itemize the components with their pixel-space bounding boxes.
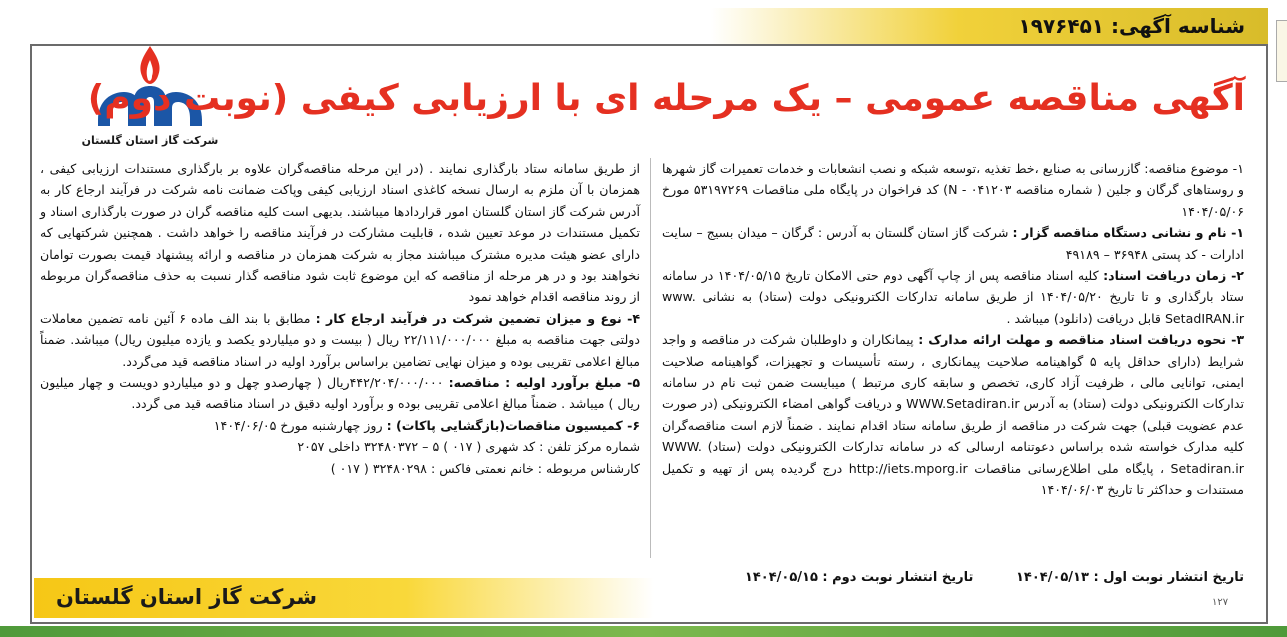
footer-company-name: شرکت گاز استان گلستان	[56, 585, 318, 609]
logo-caption: شرکت گاز استان گلستان	[81, 134, 219, 147]
continuation-paragraph: از طریق سامانه ستاد بارگذاری نمایند . (در این مرحله مناقصه‌گران علاوه بر بارگذاری مستندات ارزیابی کیفی ، همزمان با آن ملزم به ارسال نسخه کاغذی اسناد ارزیابی کیفی وپاکت ضمانت نامه شرکت در فرآیند ارجاع کار به آدرس شرکت گاز استان گلستان امور قراردادها میباشند. بدیهی است کلیه مناقصه گران در صورت بارگذاری اسناد و تکمیل مستندات در موعد تعیین شده ، قابلیت مشارکت در فرآیند مناقصه را خواهد داشت . همچنین شرکتهایی که دارای عضو هیئت مدیره مشترک میباشند مجاز به شرکت همزمان در مناقصه و ارائه پیشنهاد قیمت بصورت توامان نخواهند بود و در هر مرحله از مناقصه که این موضوع ثابت شود مناقصه گذار نسبت به حذف مناقصه‌گران مربوطه از روند مناقصه اقدام خواهد نمود	[40, 161, 640, 305]
second-publish-date: تاریخ انتشار نوبت دوم : ۱۴۰۴/۰۵/۱۵	[744, 570, 974, 585]
right-column	[662, 158, 1244, 501]
estimate-label: ۵- مبلغ برآورد اولیه : مناقصه:	[448, 375, 641, 391]
first-publish-date: تاریخ انتشار نوبت اول : ۱۴۰۴/۰۵/۱۳	[1015, 570, 1244, 585]
documents-time-text: کلیه اسناد مناقصه پس از چاپ آگهی دوم حتی الامکان تاریخ ۱۴۰۴/۰۵/۱۵ در سامانه ستاد بارگذاری و تا تاریخ ۱۴۰۴/۰۵/۲۰ از طریق سامانه تدارکات الکترونیکی دولت (ستاد) به نشانی www. SetadIRAN.ir قابل دریافت (دانلود) میباشد .	[662, 268, 1244, 326]
documents-time-label: ۲- زمان دریافت اسناد:	[1103, 268, 1244, 284]
left-column	[40, 158, 640, 479]
submission-paragraph	[662, 329, 1244, 500]
ad-title: آگهی مناقصه عمومی – یک مرحله ای با ارزیابی کیفی (نوبت دوم)	[87, 78, 1245, 119]
subject-paragraph: ۱- موضوع مناقصه: گازرسانی به صنایع ،خط تغذیه ،توسعه شبکه و نصب انشعابات و خدمات تعمیرات گاز شهرها و روستاهای گرگان و جلین ( شماره مناقصه N - ۰۴۱۲۰۳) کد فراخوان در پایگاه ملی مناقصات ۵۳۱۹۷۲۶۹ مورخ ۱۴۰۴/۰۵/۰۶	[662, 161, 1245, 219]
bottom-band	[0, 626, 1287, 637]
documents-time-paragraph	[662, 265, 1244, 329]
page-number: ۱۲۷	[1212, 597, 1229, 608]
estimate-text: ۴۴۲/۲۰۴/۰۰۰/۰۰۰ریال ( چهارصدو چهل و دو میلیاردو دویست و چهار میلیون ریال ) میباشد . ضمناً مبالغ اعلامی تقریبی بوده و برآورد اولیه دقیق در اسناد مناقصه قید می گردد.	[40, 375, 640, 412]
phone-paragraph: شماره مرکز تلفن : کد شهری ( ۰۱۷ ) ۵ – ۳۲۴۸۰۳۷۲ داخلی ۲۰۵۷	[297, 439, 640, 455]
commission-paragraph	[40, 415, 640, 436]
guarantee-paragraph	[40, 308, 640, 372]
guarantee-label: ۴- نوع و میزان تضمین شرکت در فرآیند ارجاع کار :	[315, 310, 641, 326]
organizer-label: ۱- نام و نشانی دستگاه مناقصه گزار :	[1012, 225, 1244, 241]
ad-id: شناسه آگهی: ۱۹۷۶۴۵۱	[1018, 14, 1245, 38]
submission-text: پیمانکاران و داوطلبان شرکت در مناقصه و واجد شرایط (دارای حداقل پایه ۵ گواهینامه صلاحیت پیمانکاری ، رسته تأسیسات و تجهیزات، گواهینامه صلاحیت ایمنی، توانایی مالی ، ظرفیت آزاد کاری، تخصص و سابقه کاری مرتبط ) میبایست ضمن ثبت نام در سامانه تدارکات الکترونیکی دولت (ستاد) به آدرس WWW.Setadiran.ir و دریافت گواهی امضاء الکترونیکی (در صورت عدم عضویت قبلی) جهت شرکت در مناقصه از طریق سامانه ستاد اقدام نمایند . ضمناً لازم است مناقصه‌گران کلیه مدارک خواسته شده براساس دعوتنامه ارسالی که در سامانه تدارکات الکترونیکی دولت (ستاد) WWW. Setadiran.ir ، پایگاه ملی اطلاع‌رسانی مناقصات http://iets.mporg.ir درج گردیده پس از تهیه و تکمیل مستندات و حداکثر تا تاریخ ۱۴۰۴/۰۶/۰۳	[662, 332, 1244, 498]
column-divider	[650, 158, 651, 558]
guarantee-text: مطابق با بند الف ماده ۶ آئین نامه تضمین معاملات دولتی جهت مناقصه به مبلغ ۲۲/۱۱۱/۰۰۰/۰۰۰ ریال ( بیست و دو میلیاردو یکصد و یازده میلیون ریال) میباشد. ضمناً مبالغ اعلامی تقریبی بوده و میزان نهایی تضامین براساس برآورد اولیه در اسناد مناقصه قید می‌گردد.	[40, 310, 640, 369]
contact-paragraph: کارشناس مربوطه : خانم نعمتی فاکس : ۳۲۴۸۰۲۹۸ ( ۰۱۷ )	[330, 460, 640, 476]
side-tab	[1276, 20, 1287, 82]
estimate-paragraph	[40, 372, 640, 415]
organizer-text: شرکت گاز استان گلستان به آدرس : گرگان – میدان بسیج – سایت ادارات - کد پستی ۳۶۹۴۸ – ۴۹۱۸۹	[662, 225, 1244, 262]
organizer-paragraph	[662, 222, 1244, 265]
publish-dates	[662, 570, 1244, 585]
commission-text: روز چهارشنبه مورخ ۱۴۰۴/۰۶/۰۵	[213, 417, 383, 433]
submission-label: ۳- نحوه دریافت اسناد مناقصه و مهلت ارائه مدارک :	[918, 332, 1245, 348]
commission-label: ۶- کمیسیون مناقصات(بازگشایی پاکات) :	[386, 417, 640, 433]
